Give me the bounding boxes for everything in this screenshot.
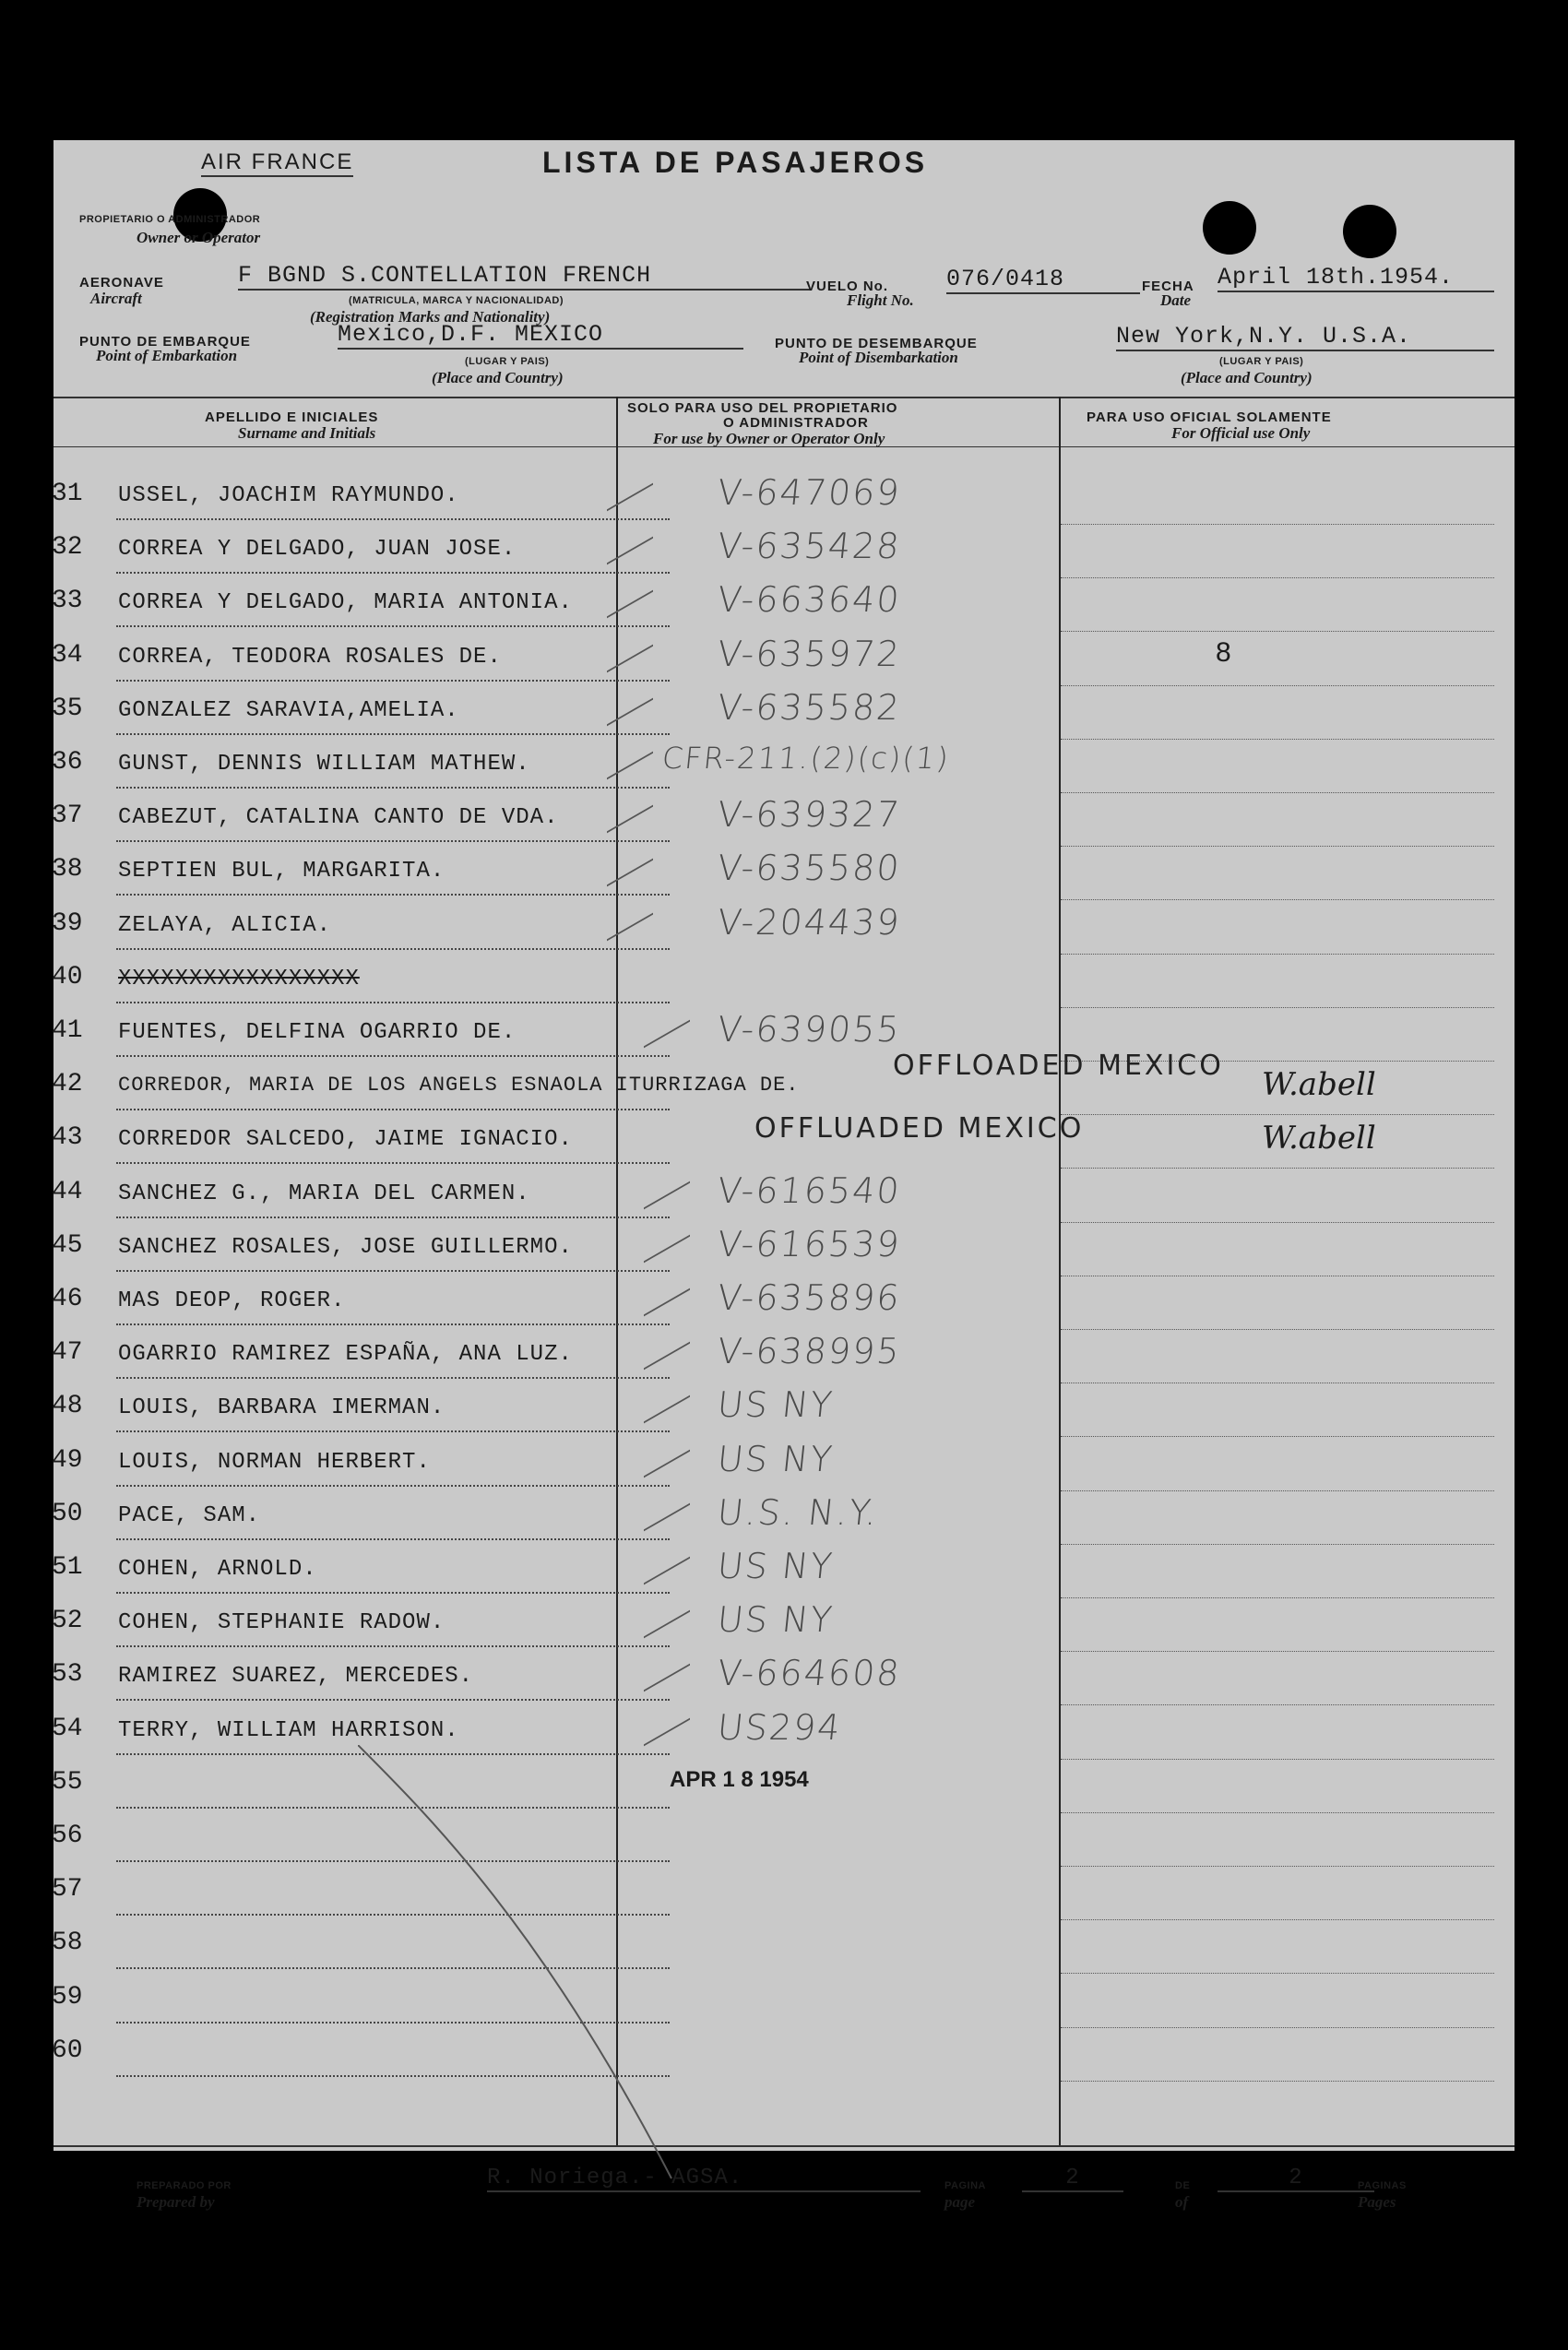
aircraft-sub: Aircraft [90,290,142,307]
owner-remark: U.S. N.Y. [715,1491,881,1533]
name-dotted-line [116,1217,670,1218]
official-dotted-line [1061,1597,1494,1598]
official-mark: 8 [1216,636,1231,668]
check-mark [644,1323,690,1371]
row-number: 57 [52,1875,83,1905]
table-row [53,1707,1515,1761]
table-row [53,1009,1515,1062]
prepared-label: PREPARADO POR [137,2180,232,2191]
owner-remark: V-616539 [715,1223,903,1264]
row-number: 35 [52,694,83,723]
check-mark [644,1592,690,1639]
embark-caption-en: (Place and Country) [432,369,564,386]
row-number: 56 [52,1822,83,1850]
table-row [53,848,1515,901]
row-number: 33 [52,587,83,616]
name-dotted-line [116,518,670,520]
name-dotted-line [116,1430,670,1432]
column-header-owner: SOLO PARA USO DEL PROPIETARIO [627,400,898,416]
passenger-name: TERRY, WILLIAM HARRISON. [118,1717,459,1743]
owner-sub: Owner or Operator [137,229,261,246]
page-number: 2 [1022,2166,1123,2192]
table-row [53,794,1515,848]
owner-remark: V-616540 [715,1169,903,1211]
airline-name: AIR FRANCE [201,149,353,177]
passenger-name: GONZALEZ SARAVIA,AMELIA. [118,697,459,723]
passenger-name: ZELAYA, ALICIA. [118,912,332,938]
prepared-by: R. Noriega.- AGSA. [487,2166,921,2192]
check-mark [607,465,653,512]
official-dotted-line [1061,1704,1494,1705]
column-header-owner-2: O ADMINISTRADOR [723,415,869,431]
row-number: 43 [52,1123,83,1153]
table-row [53,1224,1515,1277]
column-header-official-en: For Official use Only [1171,424,1311,442]
pages-sub: Pages [1358,2193,1396,2211]
date-sub: Date [1160,291,1192,309]
owner-remark: V-635580 [715,848,903,889]
official-dotted-line [1061,1490,1494,1491]
table-row [53,1546,1515,1599]
flight-number: 076/0418 [946,266,1140,294]
name-dotted-line [116,948,670,950]
check-mark [607,787,653,834]
passenger-name: CORREA, TEODORA ROSALES DE. [118,644,502,670]
row-number: 59 [52,1982,83,2012]
passenger-name: CABEZUT, CATALINA CANTO DE VDA. [118,805,559,831]
table-top-border [53,397,1515,398]
row-number: 54 [52,1714,83,1743]
pen-stroke-mark [358,1745,708,2188]
aircraft-value: F BGND S.CONTELLATION FRENCH [238,262,810,291]
row-number: 41 [52,1016,83,1045]
table-row [53,1384,1515,1438]
owner-remark: US294 [715,1706,844,1748]
disembark-caption: (LUGAR Y PAIS) [1219,356,1304,367]
disembark-caption-en: (Place and Country) [1181,369,1313,386]
check-mark [644,1270,690,1317]
row-number: 36 [52,748,83,777]
row-number: 47 [52,1338,83,1368]
check-mark [607,625,653,672]
of-sub: of [1175,2193,1189,2211]
table-bottom-border [53,2145,1515,2147]
embark-sub: Point of Embarkation [96,347,238,364]
row-number: 52 [52,1607,83,1636]
check-mark [644,1002,690,1049]
official-dotted-line [1061,631,1494,632]
name-dotted-line [116,1377,670,1379]
official-mark: W.abell [1262,1066,1376,1104]
name-dotted-line [116,1270,670,1272]
table-row [53,1492,1515,1546]
name-dotted-line [116,1592,670,1594]
passenger-name: OGARRIO RAMIREZ ESPAÑA, ANA LUZ. [118,1342,573,1368]
owner-remark: US NY [715,1384,836,1426]
table-row [53,1814,1515,1868]
row-number: 53 [52,1660,83,1690]
passenger-name: CORREA Y DELGADO, MARIA ANTONIA. [118,590,573,616]
official-dotted-line [1061,524,1494,525]
check-mark [644,1162,690,1209]
row-number: 55 [52,1767,83,1797]
table-row [53,741,1515,794]
owner-remark: OFFLUADED MEXICO [754,1112,1085,1145]
passenger-name: FUENTES, DELFINA OGARRIO DE. [118,1020,517,1045]
total-pages: 2 [1218,2166,1374,2192]
official-dotted-line [1061,846,1494,847]
name-dotted-line [116,787,670,789]
official-dotted-line [1061,1114,1494,1115]
row-number: 32 [52,533,83,563]
official-dotted-line [1061,1973,1494,1974]
aircraft-label: AERONAVE [79,275,164,291]
row-number: 42 [52,1070,83,1099]
table-row [53,1170,1515,1224]
name-dotted-line [116,1323,670,1325]
row-number: 58 [52,1929,83,1958]
of-label: DE [1175,2180,1191,2191]
owner-remark: CFR-211.(2)(c)(1) [660,741,952,776]
punch-hole-mid [1203,201,1256,255]
official-dotted-line [1061,577,1494,578]
row-number: 48 [52,1392,83,1421]
name-dotted-line [116,625,670,627]
official-dotted-line [1061,1544,1494,1545]
official-dotted-line [1061,2081,1494,2082]
name-dotted-line [116,1162,670,1164]
owner-label: PROPIETARIO O ADMINISTRADOR [79,214,261,225]
owner-remark: US NY [715,1546,836,1586]
check-mark [607,518,653,565]
owner-remark: V-647069 [715,472,903,513]
table-row [53,955,1515,1009]
row-number: 44 [52,1177,83,1206]
column-header-owner-en: For use by Owner or Operator Only [653,430,885,447]
passenger-name: COHEN, ARNOLD. [118,1557,317,1582]
official-dotted-line [1061,792,1494,793]
row-number: 51 [52,1553,83,1582]
name-dotted-line [116,733,670,735]
table-row [53,472,1515,526]
passenger-name: GUNST, DENNIS WILLIAM MATHEW. [118,752,530,777]
official-dotted-line [1061,2027,1494,2028]
page-title: LISTA DE PASAJEROS [542,146,929,179]
embark-value: Mexico,D.F. MEXICO [338,321,743,350]
official-dotted-line [1061,1812,1494,1813]
name-dotted-line [116,894,670,896]
row-number: 38 [52,855,83,884]
table-row [53,1439,1515,1492]
passenger-name: COHEN, STEPHANIE RADOW. [118,1610,445,1636]
official-dotted-line [1061,739,1494,740]
check-mark [644,1538,690,1585]
check-mark [607,679,653,726]
row-number: 39 [52,908,83,938]
flight-sub: Flight No. [847,291,914,309]
check-mark [607,572,653,619]
embark-caption: (LUGAR Y PAIS) [465,356,550,367]
passenger-name: SANCHEZ ROSALES, JOSE GUILLERMO. [118,1234,573,1260]
table-row [53,1277,1515,1331]
owner-remark: V-635972 [715,633,903,674]
owner-remark: V-663640 [715,579,903,621]
official-dotted-line [1061,1436,1494,1437]
official-dotted-line [1061,685,1494,686]
check-mark [607,733,653,780]
disembark-sub: Point of Disembarkation [799,349,958,366]
owner-remark: V-638995 [715,1331,903,1372]
passenger-name: CORREDOR SALCEDO, JAIME IGNACIO. [118,1127,573,1153]
name-dotted-line [116,840,670,842]
owner-remark: V-639055 [715,1009,903,1050]
official-dotted-line [1061,954,1494,955]
table-row [53,1653,1515,1706]
check-mark [644,1377,690,1424]
passenger-name: CORREA Y DELGADO, JUAN JOSE. [118,537,517,563]
check-mark [607,894,653,941]
name-dotted-line [116,1699,670,1701]
official-dotted-line [1061,1329,1494,1330]
aircraft-caption: (MATRICULA, MARCA Y NACIONALIDAD) [349,295,564,306]
table-row [53,2029,1515,2083]
row-number: 49 [52,1445,83,1475]
row-number: 37 [52,801,83,831]
name-dotted-line [116,1002,670,1003]
passenger-name: CORREDOR, MARIA DE LOS ANGELS ESNAOLA ITURRIZAGA DE. [118,1074,800,1098]
passenger-name: PACE, SAM. [118,1502,261,1528]
table-row [52,1112,1515,1169]
date-label: FECHA [1142,279,1194,294]
row-number: 50 [52,1499,83,1528]
embark-label: PUNTO DE EMBARQUE [79,334,251,350]
official-dotted-line [1061,899,1494,900]
column-header-official: PARA USO OFICIAL SOLAMENTE [1087,409,1332,425]
disembark-value: New York,N.Y. U.S.A. [1116,323,1494,351]
page-label: PAGINA [944,2180,986,2191]
column-header-surname-en: Surname and Initials [238,424,376,442]
official-dotted-line [1061,1007,1494,1008]
check-mark [644,1645,690,1692]
page-sub: page [944,2193,976,2211]
aircraft-caption-en: (Registration Marks and Nationality) [310,308,551,326]
table-row [53,634,1515,687]
table-row [53,526,1515,579]
flight-label: VUELO No. [806,279,889,294]
date-stamp: APR 1 8 1954 [670,1767,809,1792]
official-dotted-line [1061,1759,1494,1760]
check-mark [644,1699,690,1746]
official-dotted-line [1061,1168,1494,1169]
passenger-name: MAS DEOP, ROGER. [118,1288,346,1313]
name-dotted-line [116,572,670,574]
column-header-surname: APELLIDO E INICIALES [205,409,379,425]
official-dotted-line [1061,1919,1494,1920]
passenger-name: LOUIS, BARBARA IMERMAN. [118,1395,445,1421]
passenger-name: XXXXXXXXXXXXXXXXX [118,966,360,991]
check-mark [644,1216,690,1263]
owner-remark: V-204439 [715,901,903,943]
name-dotted-line [116,1109,670,1110]
name-dotted-line [116,1055,670,1057]
check-mark [644,1484,690,1531]
table-row [53,687,1515,741]
official-dotted-line [1061,1866,1494,1867]
table-row [53,1868,1515,1921]
check-mark [607,840,653,887]
passenger-name: SEPTIEN BUL, MARGARITA. [118,859,445,884]
table-row [53,1921,1515,1975]
table-row [53,1976,1515,2029]
check-mark [644,1430,690,1478]
official-mark: W.abell [1262,1120,1376,1157]
flight-date: April 18th.1954. [1218,264,1494,292]
passenger-name: LOUIS, NORMAN HERBERT. [118,1449,431,1475]
name-dotted-line [116,1538,670,1540]
row-number: 40 [52,962,83,991]
owner-remark: US NY [715,1438,836,1479]
passenger-manifest-page [52,140,1515,2211]
pages-label: PAGINAS [1358,2180,1407,2191]
official-dotted-line [1061,1222,1494,1223]
owner-remark: OFFLOADED MEXICO [893,1050,1224,1083]
table-row [53,1331,1515,1384]
owner-remark: V-639327 [715,794,903,836]
owner-remark: V-664608 [715,1653,903,1694]
table-row [53,579,1515,633]
passenger-name: USSEL, JOACHIM RAYMUNDO. [118,483,459,508]
row-number: 45 [52,1230,83,1260]
row-number: 31 [52,480,83,508]
prepared-sub: Prepared by [137,2193,215,2211]
passenger-name: SANCHEZ G., MARIA DEL CARMEN. [118,1181,530,1206]
passenger-name: RAMIREZ SUAREZ, MERCEDES. [118,1664,474,1690]
disembark-label: PUNTO DE DESEMBARQUE [775,336,978,351]
table-row [53,902,1515,955]
official-dotted-line [1061,1651,1494,1652]
table-row [53,1599,1515,1653]
owner-remark: V-635428 [715,526,903,567]
punch-hole-right [1343,205,1396,258]
row-number: 60 [52,2035,83,2065]
owner-remark: V-635896 [715,1277,903,1318]
owner-remark: US NY [715,1599,836,1641]
name-dotted-line [116,680,670,682]
row-number: 34 [52,640,83,670]
name-dotted-line [116,1645,670,1647]
table-row [52,1050,1515,1116]
name-dotted-line [116,1485,670,1487]
row-number: 46 [52,1285,83,1313]
owner-remark: V-635582 [715,686,903,728]
